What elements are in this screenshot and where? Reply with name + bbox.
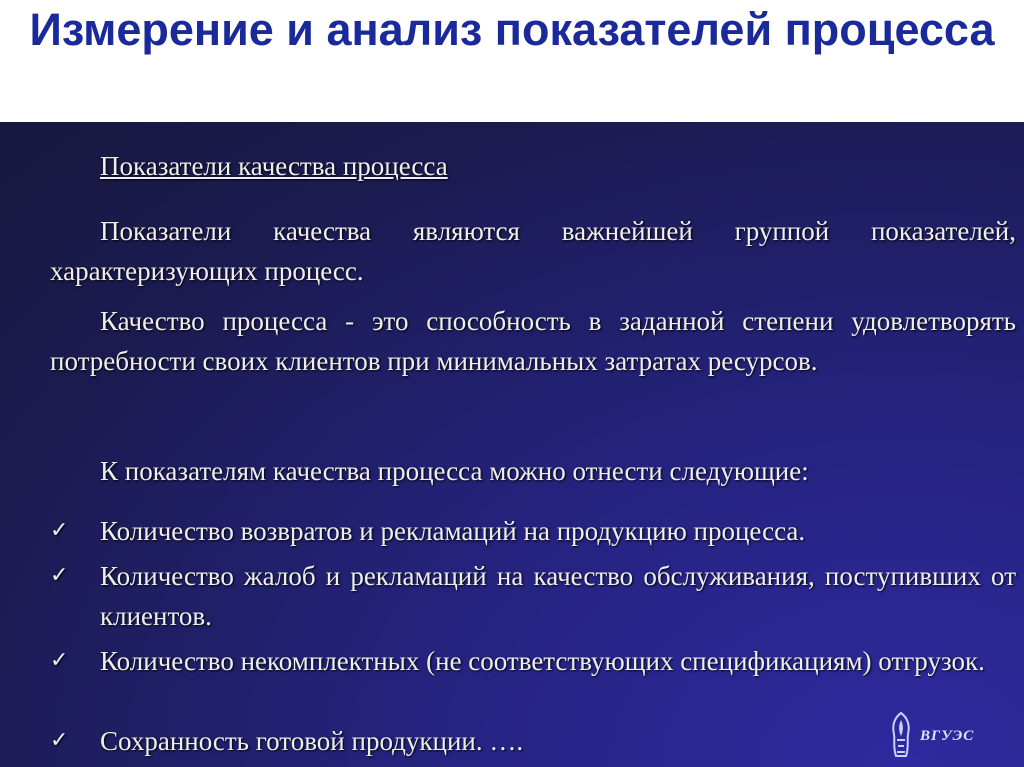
checkmark-icon: ✓ — [50, 728, 69, 753]
list-item-text: Количество некомплектных (не соответствующих спецификациям) отгрузок. — [100, 646, 985, 676]
list-item-text: Количество жалоб и рекламаций на качество обслуживания, поступивших от клиентов. — [100, 561, 1016, 631]
checkmark-icon: ✓ — [50, 648, 69, 673]
logo-text: ВГУЭС — [920, 728, 975, 744]
list-item-text: Количество возвратов и рекламаций на продукцию процесса. — [100, 516, 806, 546]
checkmark-icon: ✓ — [50, 563, 69, 588]
list-item — [50, 556, 1016, 636]
university-logo — [886, 710, 1012, 760]
list-item — [50, 641, 1016, 681]
paragraph-definition: Показатели качества являются важнейшей группой показателей, характеризующих процесс. — [50, 216, 1016, 286]
checkmark-icon: ✓ — [50, 518, 69, 543]
list-item — [50, 721, 1016, 761]
university-emblem-icon — [886, 710, 916, 760]
paragraph-list-intro: К показателям качества процесса можно отнести следующие: — [100, 456, 809, 486]
title-bar — [0, 0, 1024, 122]
paragraph-quality: Качество процесса - это способность в заданной степени удовлетворять потребности своих клиентов при минимальных затратах ресурсов. — [50, 306, 1016, 376]
slide-body — [0, 122, 1024, 767]
section-subheading: Показатели качества процесса — [100, 151, 448, 181]
list-item — [50, 511, 1016, 551]
list-item-text: Сохранность готовой продукции. …. — [100, 726, 524, 756]
slide-title: Измерение и анализ показателей процесса — [29, 4, 995, 55]
